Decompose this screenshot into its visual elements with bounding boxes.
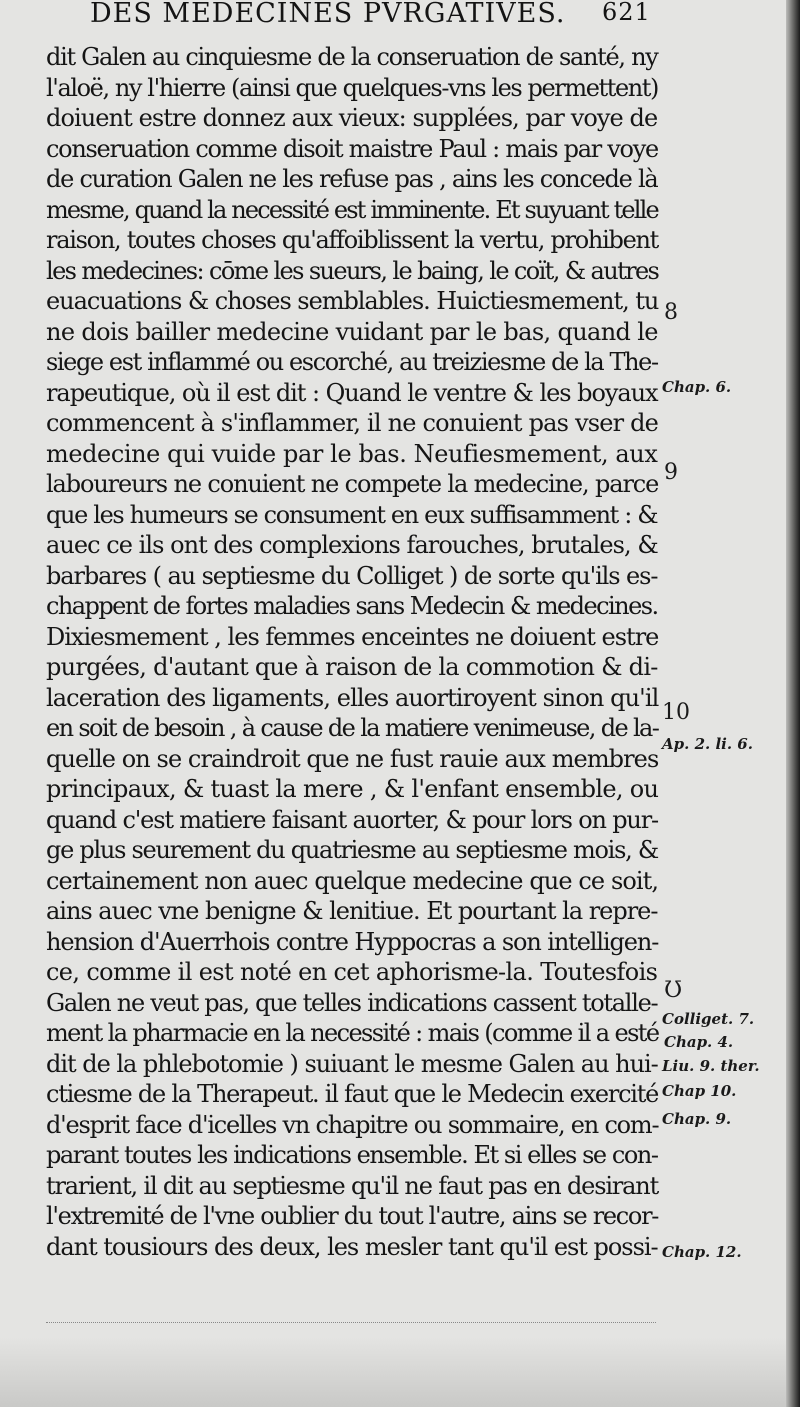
page-bottom-shadow xyxy=(0,1337,800,1407)
text-line: purgées, d'autant que à raison de la commotion & di- xyxy=(46,653,658,681)
text-line: Dixiesmement , les femmes enceintes ne doiuent estre xyxy=(46,622,659,651)
text-line: principaux, & tuast la mere , & l'enfant ensemble, ou xyxy=(46,775,659,803)
margin-note-chap10: Chap 10. xyxy=(662,1082,737,1100)
text-line: ctiesme de la Therapeut. il faut que le Medecin exercité xyxy=(46,1080,659,1108)
text-line: conseruation comme disoit maistre Paul : mais par voye xyxy=(46,134,658,163)
text-line: d'esprit face d'icelles vn chapitre ou sommaire, en com- xyxy=(46,1110,659,1139)
text-line: medecine qui vuide par le bas. Neufiesmement, aux xyxy=(46,439,658,468)
text-line: Galen ne veut pas, que telles indications cassent totalle- xyxy=(46,988,658,1017)
text-line: que les humeurs se consument en eux suffisamment : & xyxy=(46,500,658,529)
text-line: quelle on se craindroit que ne fust rauie aux membres xyxy=(46,744,659,773)
text-line: mesme, quand la necessité est imminente. Et suyuant telle xyxy=(46,195,658,224)
text-line: dant tousiours des deux, les mesler tant qu'il est possi- xyxy=(46,1232,658,1261)
margin-number-8: 8 xyxy=(664,300,678,325)
text-line: ains auec vne benigne & lenitiue. Et pourtant la repre- xyxy=(46,897,658,925)
text-line: euacuations & choses semblables. Huictiesmement, tu xyxy=(46,287,659,315)
text-line: trarient, il dit au septiesme qu'il ne faut pas en desirant xyxy=(46,1171,659,1200)
margin-note-chap9: Chap. 9. xyxy=(662,1110,732,1128)
text-line: les medecines: cōme les sueurs, le baing, le coït, & autres xyxy=(46,256,659,285)
text-line: doiuent estre donnez aux vieux: supplées, par voye de xyxy=(46,104,658,132)
text-line: siege est inflammé ou escorché, au treiziesme de la The- xyxy=(46,348,658,376)
text-line: en soit de besoin , à cause de la matiere venimeuse, de la- xyxy=(46,714,659,742)
margin-note-liu: Liu. 9. ther. xyxy=(662,1057,760,1075)
text-line: hension d'Auerrhois contre Hyppocras a son intelligen- xyxy=(46,927,659,956)
text-line: l'extremité de l'vne oublier du tout l'autre, ains se recor- xyxy=(46,1202,659,1230)
text-line: barbares ( au septiesme du Colliget ) de sorte qu'ils es- xyxy=(46,561,658,590)
margin-number-9: 9 xyxy=(664,460,678,485)
text-line: ge plus seurement du quatriesme au septiesme mois, & xyxy=(46,836,658,864)
running-header xyxy=(90,0,780,28)
margin-number-10: 10 xyxy=(662,700,690,725)
text-line: laboureurs ne conuient ne compete la medecine, parce xyxy=(46,470,659,498)
margin-symbol: Ʊ xyxy=(664,978,683,1003)
text-line: dit Galen au cinquiesme de la conseruation de santé, ny xyxy=(46,43,658,71)
main-text-block xyxy=(46,42,658,1262)
text-line: chappent de fortes maladies sans Medecin & medecines. xyxy=(46,592,658,620)
page-binding-edge xyxy=(786,0,800,1407)
text-line: auec ce ils ont des complexions farouches, brutales, & xyxy=(46,531,658,559)
page-number: 621 xyxy=(602,0,651,26)
text-line: parant toutes les indications ensemble. Et si elles se con- xyxy=(46,1141,658,1169)
running-title: DES MEDECINES PVRGATIVES. xyxy=(90,0,566,29)
text-line: dit de la phlebotomie ) suiuant le mesme Galen au hui- xyxy=(46,1049,658,1078)
margin-note-ap: Ap. 2. li. 6. xyxy=(662,735,753,753)
text-line: raison, toutes choses qu'affoiblissent la vertu, prohibent xyxy=(46,226,659,254)
text-line: ment la pharmacie en la necessité : mais (comme il a esté xyxy=(46,1019,659,1047)
text-line: l'aloë, ny l'hierre (ainsi que quelques-vns les permettent) xyxy=(46,73,658,102)
margin-note-chap12: Chap. 12. xyxy=(662,1243,742,1261)
margin-note-colliget: Colliget. 7. xyxy=(662,1010,755,1028)
bottom-rule xyxy=(46,1322,656,1323)
text-line: de curation Galen ne les refuse pas , ains les concede là xyxy=(46,165,658,193)
text-line: ne dois bailler medecine vuidant par le bas, quand le xyxy=(46,317,658,346)
margin-note-chap6: Chap. 6. xyxy=(662,378,732,396)
text-line: ce, comme il est noté en cet aphorisme-la. Toutesfois xyxy=(46,958,658,986)
text-line: quand c'est matiere faisant auorter, & pour lors on pur- xyxy=(46,805,658,834)
text-line: rapeutique, où il est dit : Quand le ventre & les boyaux xyxy=(46,378,658,407)
text-line: certainement non auec quelque medecine que ce soit, xyxy=(46,866,659,895)
text-line: laceration des ligaments, elles auortiroyent sinon qu'il xyxy=(46,683,659,712)
text-line: commencent à s'inflammer, il ne conuient pas vser de xyxy=(46,409,659,437)
margin-note-chap4: Chap. 4. xyxy=(664,1033,734,1051)
